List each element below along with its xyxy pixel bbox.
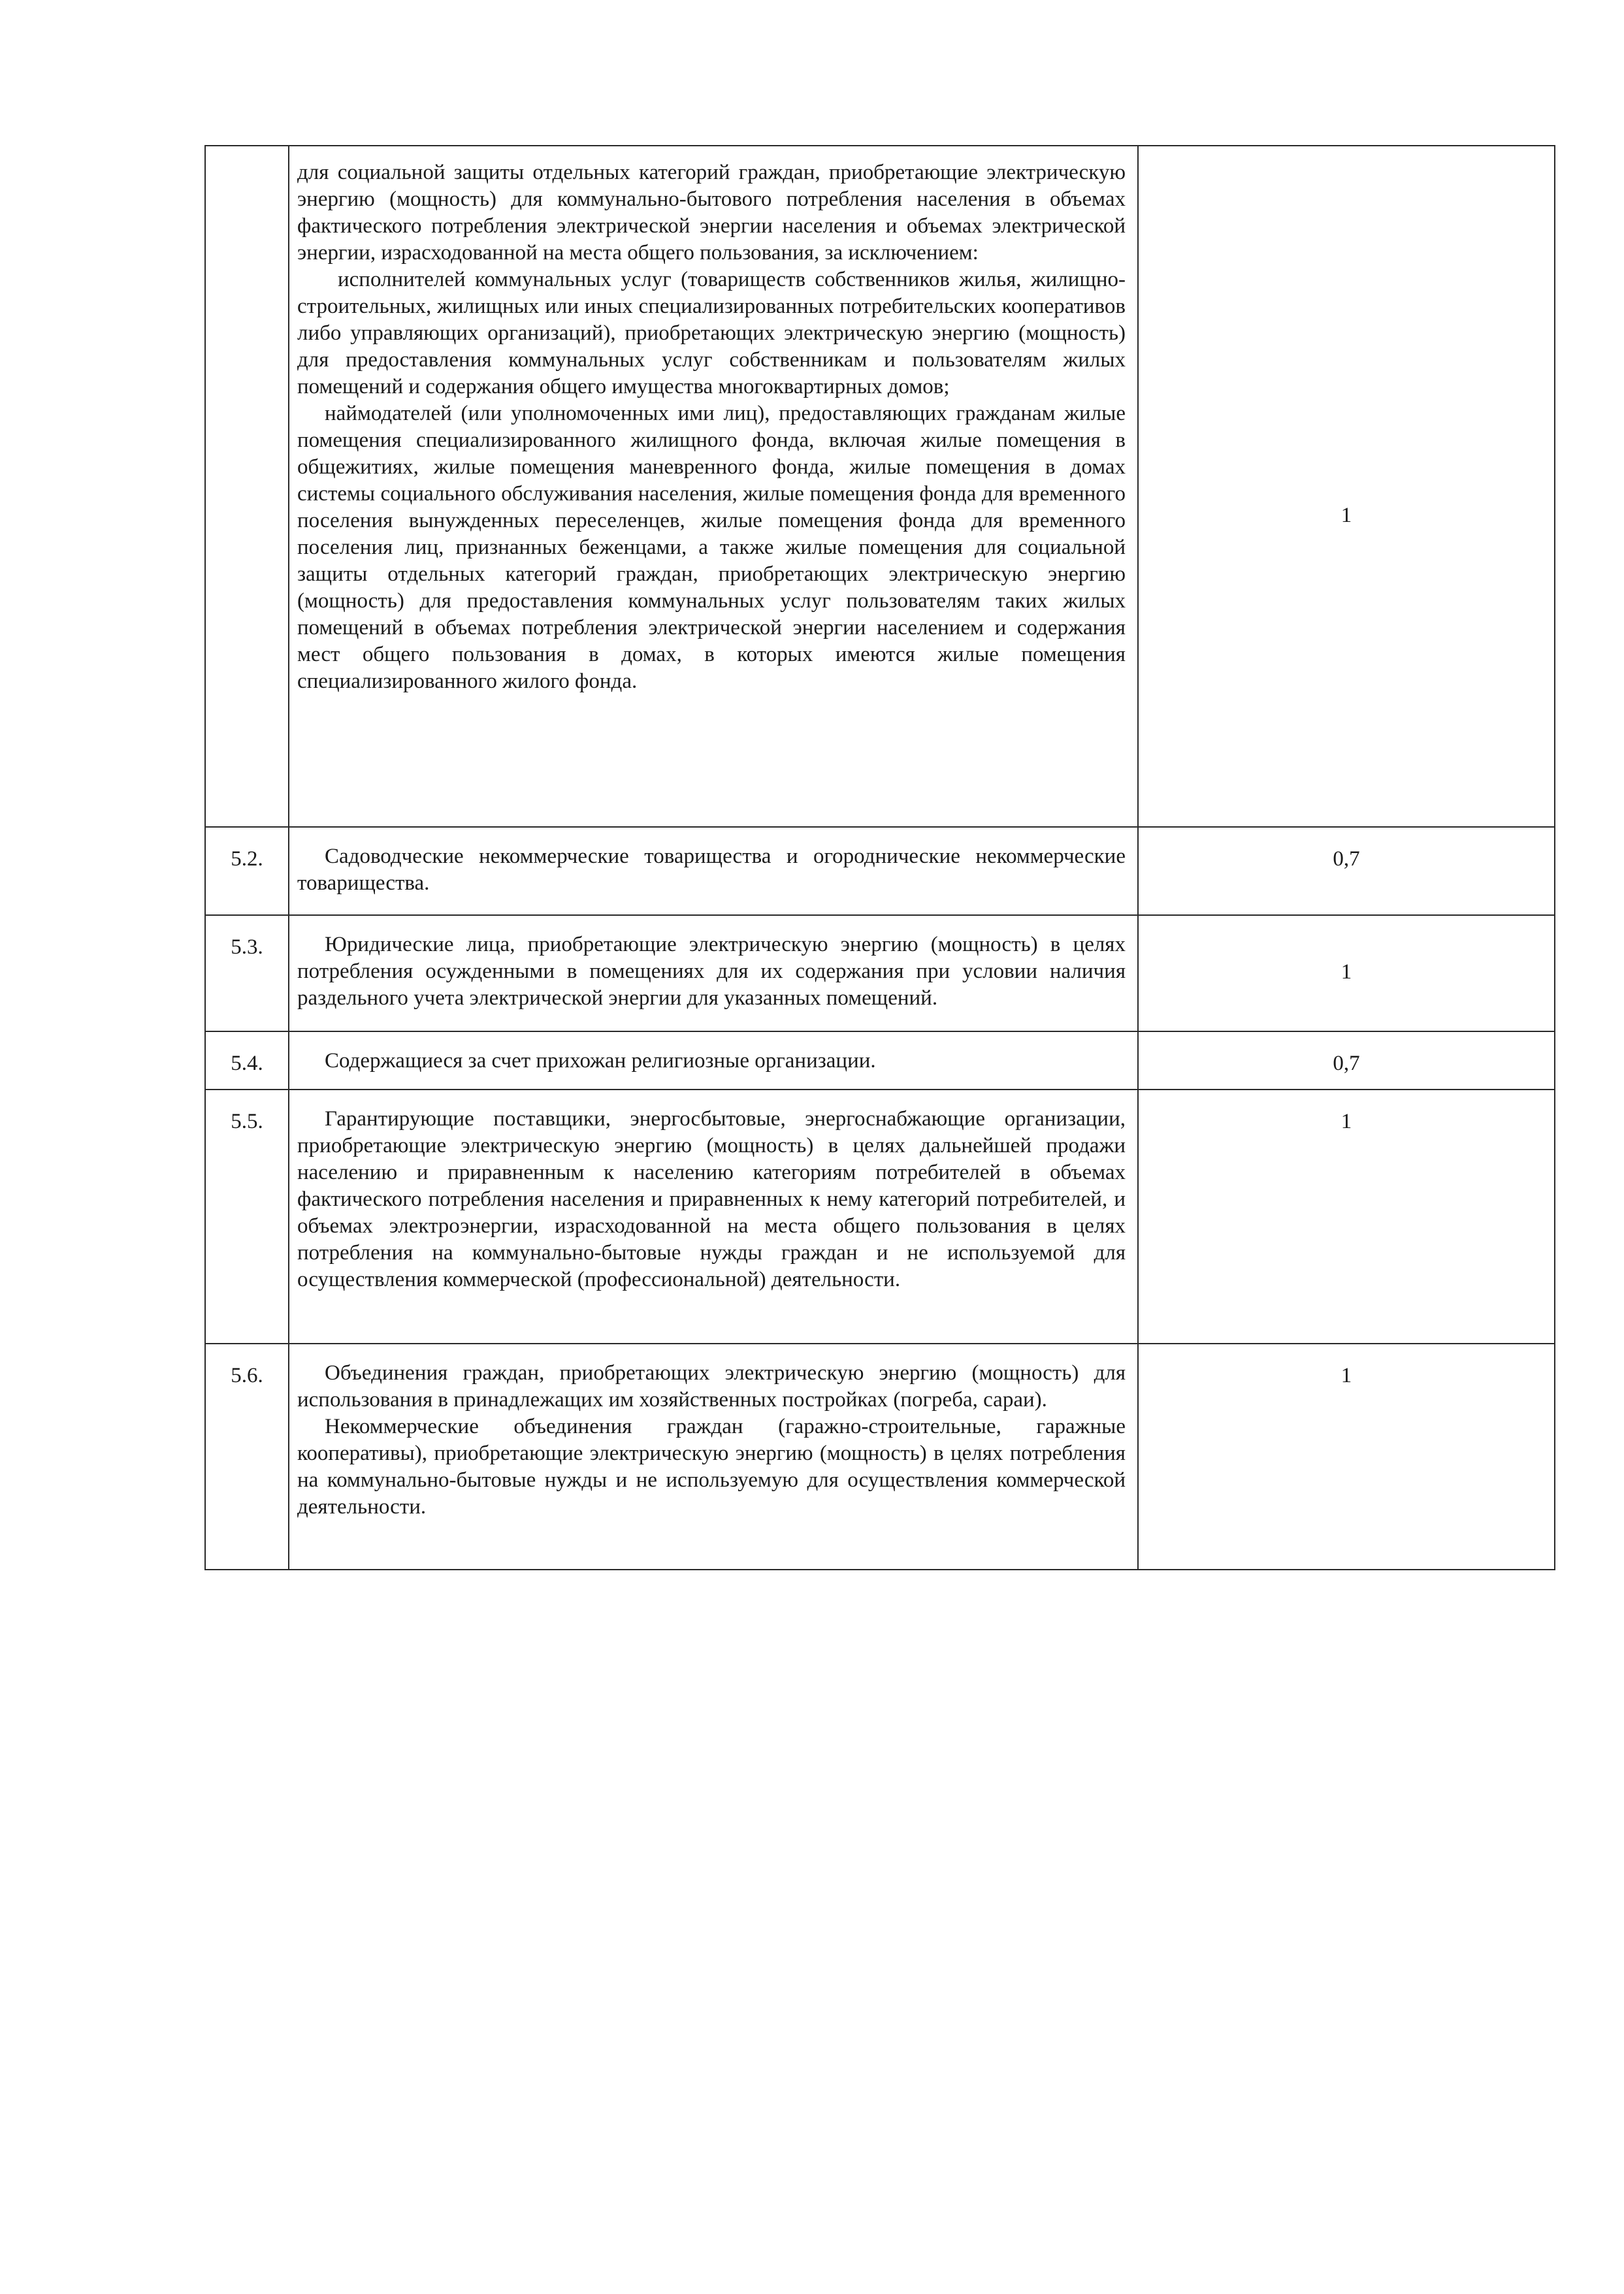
row-number-cell bbox=[205, 1031, 289, 1090]
table-row bbox=[205, 915, 1555, 1031]
row-description-cell bbox=[289, 1031, 1138, 1090]
row-coefficient-cell bbox=[1138, 146, 1555, 827]
row-paragraph: Объединения граждан, приобретающих электрическую энергию (мощность) для использования в принадлежащих им хозяйственных постройках (погреба, сараи). bbox=[297, 1361, 1126, 1412]
row-number: 5.6. bbox=[231, 1364, 263, 1387]
row-number-cell bbox=[205, 1090, 289, 1344]
row-number-cell bbox=[205, 146, 289, 827]
table-row bbox=[205, 1090, 1555, 1344]
row-number: 5.3. bbox=[231, 935, 263, 959]
row-coefficient: 1 bbox=[1340, 504, 1352, 527]
row-paragraph: Юридические лица, приобретающие электрическую энергию (мощность) в целях потребления осужденными в помещениях для их содержания при условии наличия раздельного учета электрической энергии для указанных помещений. bbox=[297, 933, 1126, 1010]
row-coefficient-cell bbox=[1138, 827, 1555, 915]
row-coefficient-cell bbox=[1138, 1031, 1555, 1090]
row-number: 5.5. bbox=[231, 1110, 263, 1133]
row-description-cell bbox=[289, 1344, 1138, 1570]
row-paragraph: Некоммерческие объединения граждан (гаражно-строительные, гаражные кооперативы), приобретающие электрическую энергию (мощность) в целях потребления на коммунально-бытовые нужды и не используемую для осуществления коммерческой деятельности. bbox=[297, 1415, 1126, 1519]
row-description-cell bbox=[289, 827, 1138, 915]
row-number: 5.2. bbox=[231, 847, 263, 871]
row-number-cell bbox=[205, 1344, 289, 1570]
row-coefficient-cell bbox=[1138, 1344, 1555, 1570]
row-coefficient-cell bbox=[1138, 1090, 1555, 1344]
tariff-coefficient-table bbox=[204, 145, 1555, 1570]
table-row bbox=[205, 827, 1555, 915]
row-paragraph: наймодателей (или уполномоченных ими лиц), предоставляющих гражданам жилые помещения специализированного жилищного фонда, включая жилые помещения в общежитиях, жилые помещения маневренного фонда, жилые помещения в домах системы социального обслуживания населения, жилые помещения фонда для временного поселения вынужденных переселенцев, жилые помещения фонда для временного поселения лиц, признанных беженцами, а также жилые помещения для социальной защиты отдельных категорий граждан, приобретающих электрическую энергию (мощность) для предоставления коммунальных услуг пользователям таких жилых помещений в объемах потребления электрической энергии населением и содержания мест общего пользования в домах, в которых имеются жилые помещения специализированного жилого фонда. bbox=[297, 402, 1126, 693]
row-coefficient: 1 bbox=[1340, 1364, 1352, 1387]
row-paragraph: для социальной защиты отдельных категорий граждан, приобретающие электрическую энергию (мощность) для коммунально-бытового потребления населения в объемах фактического потребления электрической энергии населения и объемах электрической энергии, израсходованной на места общего пользования, за исключением: bbox=[297, 161, 1126, 265]
row-coefficient: 1 bbox=[1340, 1110, 1352, 1133]
row-number-cell bbox=[205, 915, 289, 1031]
row-coefficient: 0,7 bbox=[1333, 1052, 1360, 1075]
row-coefficient: 0,7 bbox=[1333, 847, 1360, 871]
row-description-cell bbox=[289, 1090, 1138, 1344]
row-paragraph: исполнителей коммунальных услуг (товариществ собственников жилья, жилищно-строительных, жилищных или иных специализированных потребительских кооперативов либо управляющих организаций), приобретающих электрическую энергию (мощность) для предоставления коммунальных услуг собственникам и пользователям жилых помещений и содержания общего имущества многоквартирных домов; bbox=[297, 268, 1126, 398]
table-row bbox=[205, 1031, 1555, 1090]
row-number-cell bbox=[205, 827, 289, 915]
row-number: 5.4. bbox=[231, 1052, 263, 1075]
row-paragraph: Содержащиеся за счет прихожан религиозные организации. bbox=[325, 1049, 876, 1073]
row-description-cell bbox=[289, 915, 1138, 1031]
row-coefficient-cell bbox=[1138, 915, 1555, 1031]
row-description-cell bbox=[289, 146, 1138, 827]
row-paragraph: Гарантирующие поставщики, энергосбытовые, энергоснабжающие организации, приобретающие электрическую энергию (мощность) в целях дальнейшей продажи населению и приравненным к населению категориям потребителей в объемах фактического потребления населения и приравненных к нему категорий потребителей, и объемах электроэнергии, израсходованной на места общего пользования в целях потребления на коммунально-бытовые нужды граждан и не используемой для осуществления коммерческой (профессиональной) деятельности. bbox=[297, 1107, 1126, 1291]
table-row bbox=[205, 1344, 1555, 1570]
table-row bbox=[205, 146, 1555, 827]
row-paragraph: Садоводческие некоммерческие товарищества и огороднические некоммерческие товарищества. bbox=[297, 845, 1126, 895]
row-coefficient: 1 bbox=[1340, 960, 1352, 984]
